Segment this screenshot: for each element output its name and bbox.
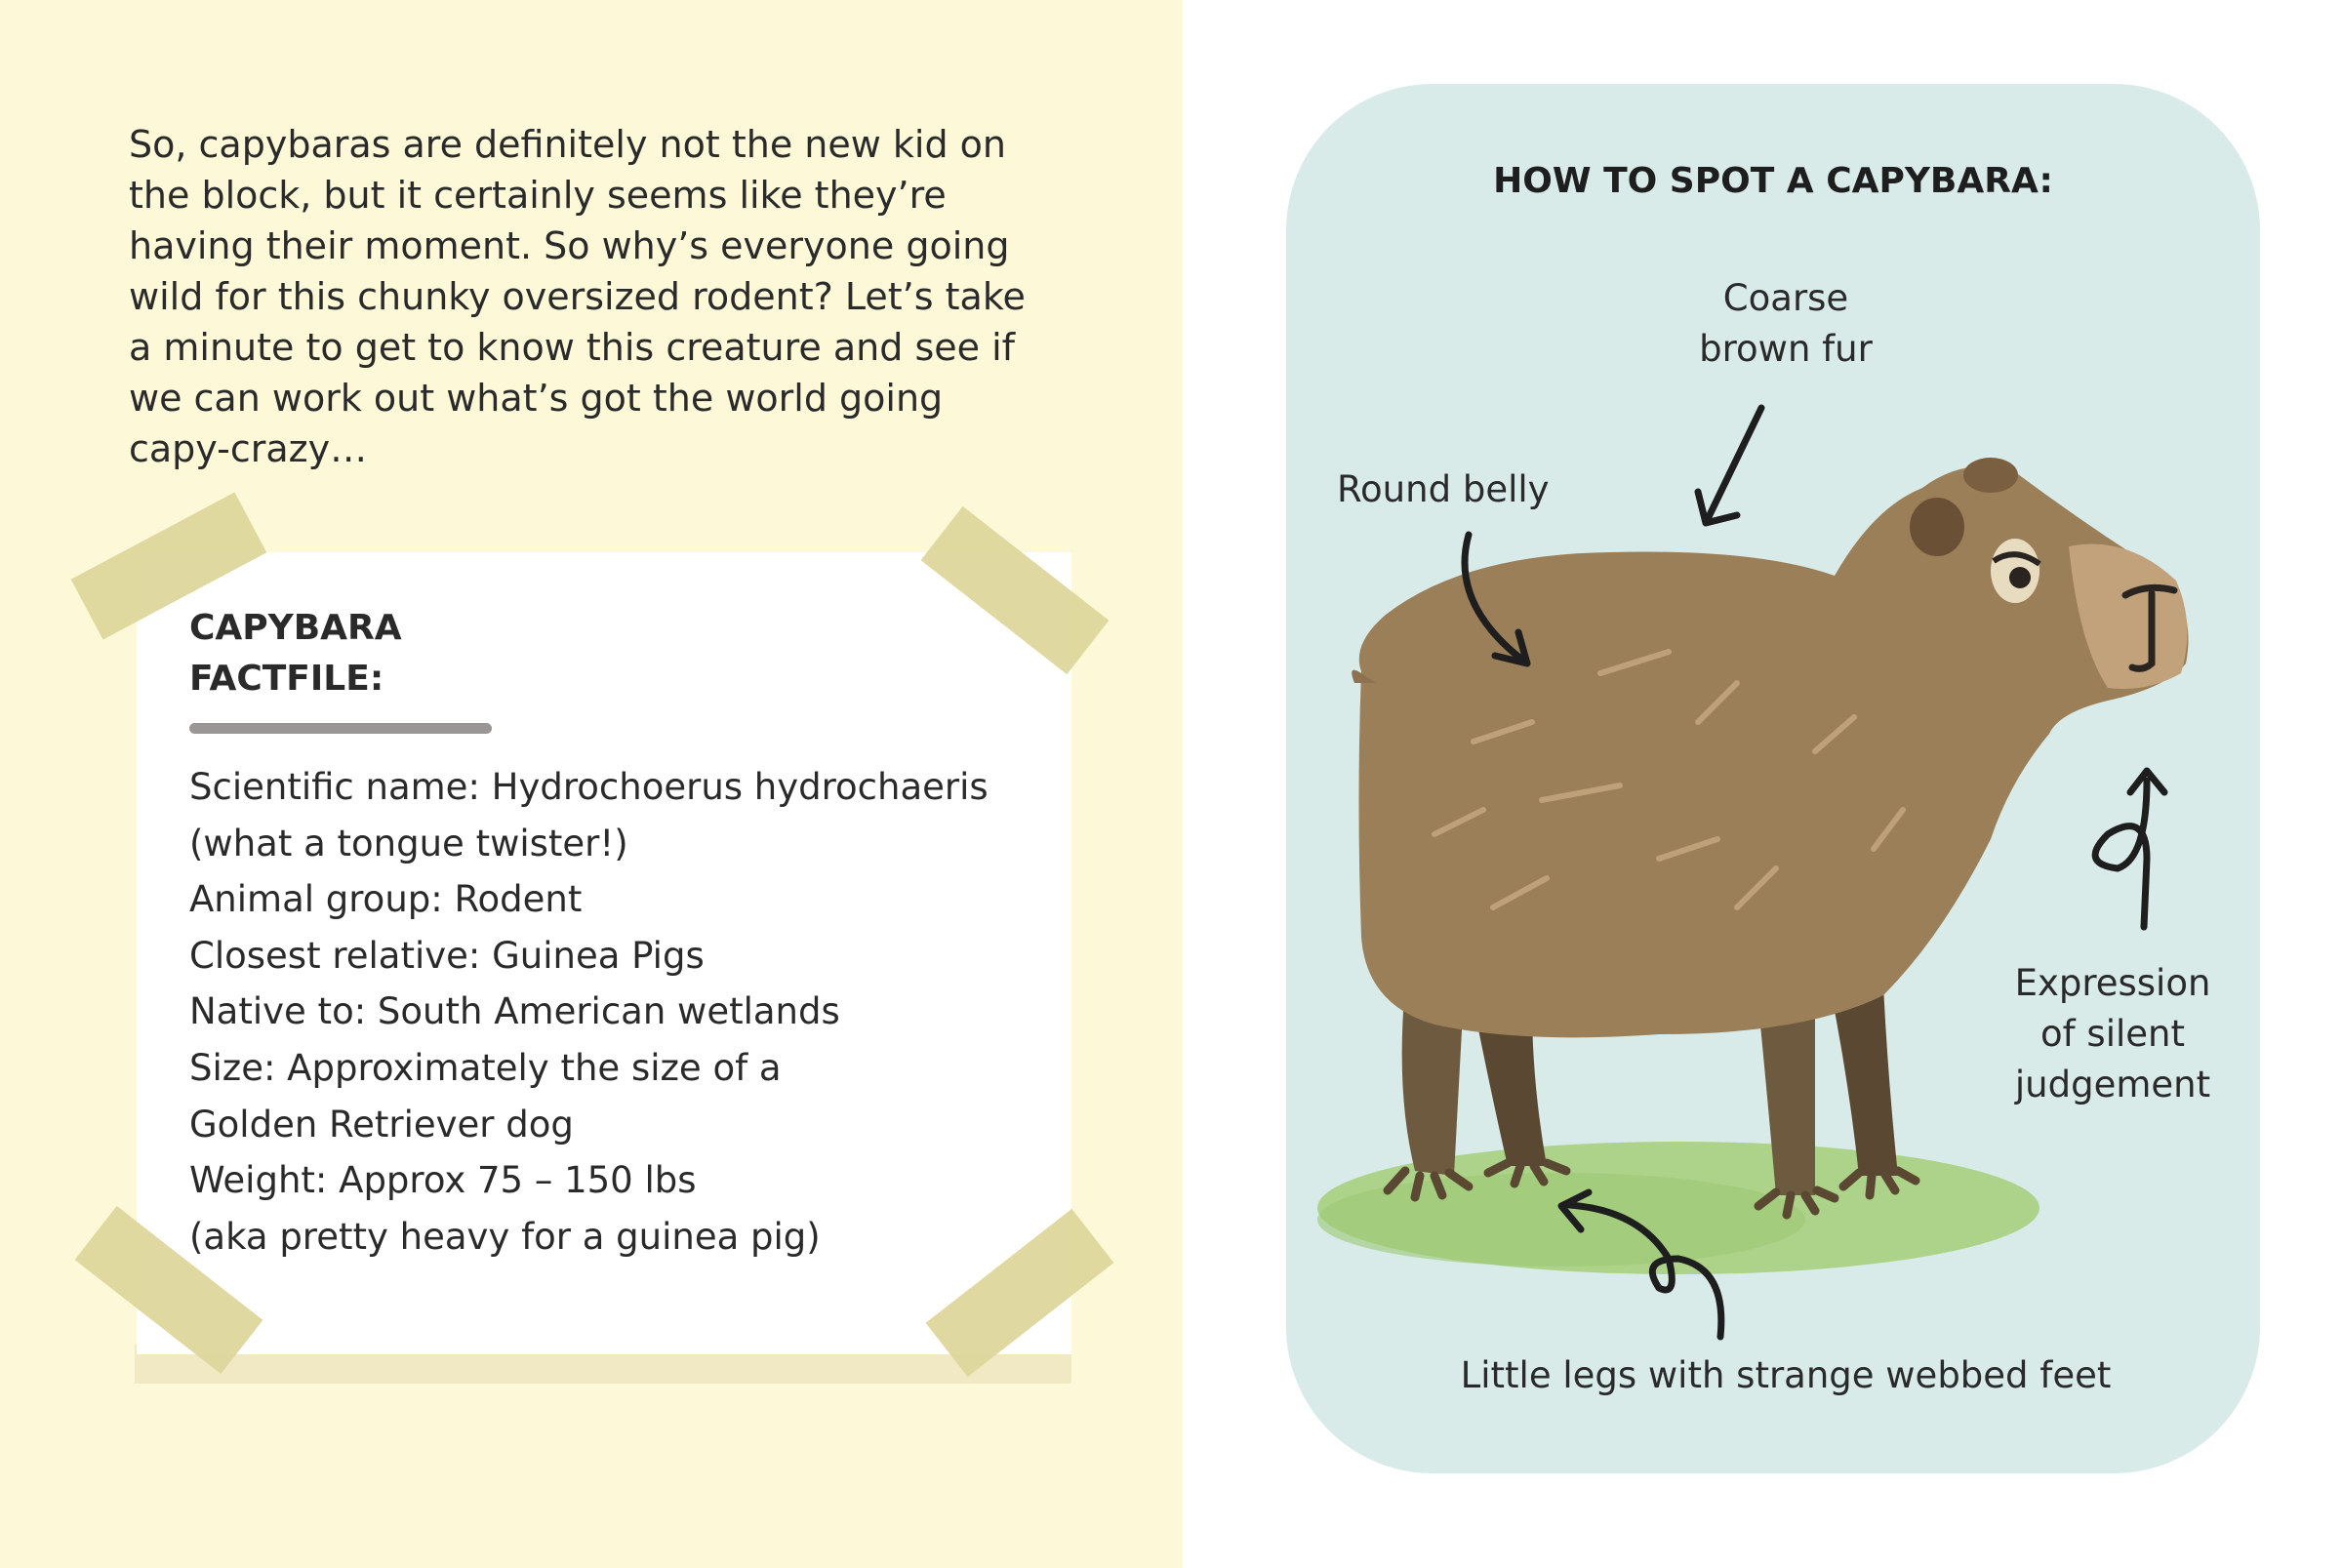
intro-paragraph [129, 119, 1066, 474]
intro-line: we can work out what’s got the world going [129, 377, 944, 420]
intro-line: having their moment. So why’s everyone going [129, 224, 1010, 267]
fact-line: Animal group: Rodent [189, 878, 583, 921]
arrow-expression [2095, 771, 2164, 927]
factfile-divider [189, 723, 492, 734]
arrow-fur [1698, 408, 1761, 523]
spot-title: HOW TO SPOT A CAPYBARA: [1493, 161, 2053, 201]
fact-line: Size: Approximately the size of a [189, 1046, 782, 1089]
fact-line: Golden Retriever dog [189, 1103, 574, 1146]
label-fur [1659, 273, 1913, 375]
capybara-leg [1830, 985, 1898, 1176]
factfile-title [189, 603, 580, 704]
fact-line: Scientific name: Hydrochoerus hydrochaeris [189, 766, 989, 808]
intro-line: capy-crazy… [129, 427, 368, 470]
factfile-list [189, 759, 1068, 1265]
capybara-illustration [1183, 0, 2342, 1568]
fact-line: Native to: South American wetlands [189, 990, 840, 1033]
fact-line: (aka pretty heavy for a guinea pig) [189, 1215, 821, 1258]
label-belly: Round belly [1337, 468, 1550, 510]
capybara-ear [1963, 458, 2018, 493]
label-expression [1991, 958, 2235, 1110]
label-fur-line: Coarse [1722, 277, 1849, 319]
fact-line: Closest relative: Guinea Pigs [189, 934, 705, 977]
intro-line: the block, but it certainly seems like they’re [129, 174, 947, 217]
intro-line: So, capybaras are definitely not the new kid on [129, 123, 1006, 166]
intro-line: a minute to get to know this creature and see if [129, 326, 1016, 369]
fact-line: (what a tongue twister!) [189, 822, 628, 864]
label-legs: Little legs with strange webbed feet [1460, 1354, 2112, 1396]
factfile-title-line: FACTFILE: [189, 659, 384, 699]
capybara-body [1359, 466, 2189, 1038]
factfile-title-line: CAPYBARA [189, 608, 402, 648]
label-expression-line: Expression [2014, 962, 2211, 1004]
label-fur-line: brown fur [1699, 328, 1873, 370]
fact-line: Weight: Approx 75 – 150 lbs [189, 1159, 697, 1202]
label-expression-line: judgement [2014, 1064, 2211, 1106]
intro-line: wild for this chunky oversized rodent? Let’s take [129, 275, 1026, 318]
label-expression-line: of silent [2040, 1013, 2185, 1055]
